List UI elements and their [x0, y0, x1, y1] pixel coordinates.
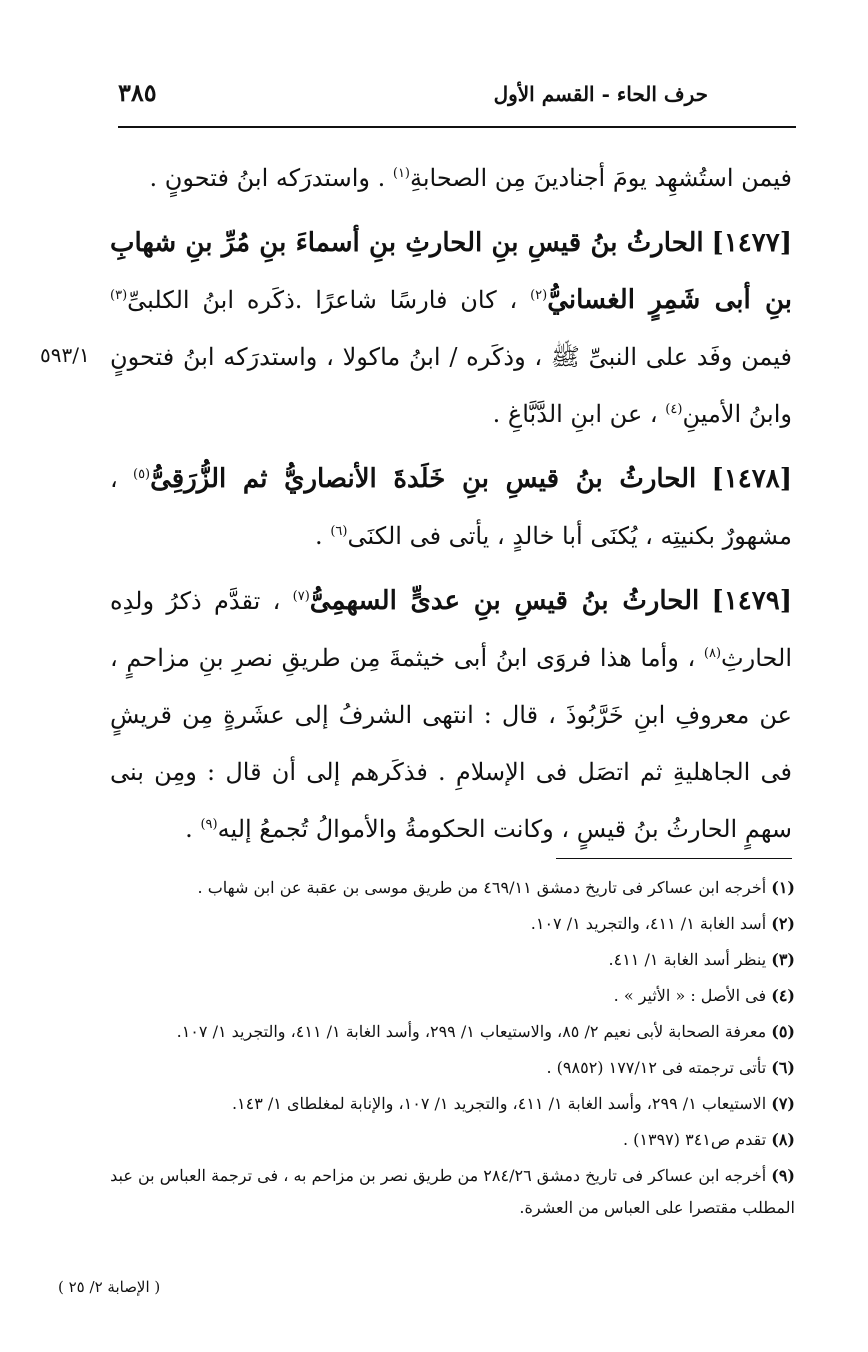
footnote-number: (٦) [771, 1058, 795, 1077]
footnote-number: (١) [771, 878, 795, 897]
footnote [100, 908, 795, 940]
footnote [100, 944, 795, 976]
footnote-ref: (٥) [132, 467, 151, 482]
footnote-ref: (٦) [330, 524, 348, 539]
main-text [110, 150, 792, 858]
footnote-number: (٧) [771, 1094, 795, 1113]
page-number: ٣٨٥ [118, 78, 157, 107]
entry-text: ، تقدَّم ذكرُ ولدِه الحارثِ [110, 587, 792, 672]
footnote-ref: (٣) [110, 288, 128, 303]
header-rule [118, 126, 796, 128]
footnote-text: فى الأصل : « الأثير » . [613, 986, 767, 1005]
footnote-number: (٩) [771, 1166, 795, 1185]
entry-name: الحارثُ بنُ قيسِ بنِ عدىٍّ السهمِىُّ [309, 586, 700, 616]
footnote-number: (٢) [771, 914, 795, 933]
footnote-text: الاستيعاب ١/ ٢٩٩، وأسد الغابة ١/ ٤١١، والتجريد ١/ ١٠٧، والإنابة لمغلطاى ١/ ١٤٣. [231, 1094, 767, 1113]
footnote-text: تأتى ترجمته فى ١٧٧/١٢ (٩٨٥٢) . [546, 1058, 767, 1077]
footnote-rule [556, 858, 792, 859]
footnote-text: أسد الغابة ١/ ٤١١، والتجريد ١/ ١٠٧. [530, 914, 767, 933]
entry-1479 [110, 573, 792, 858]
entry-number: [١٤٧٨] [711, 464, 792, 494]
intro-text: فيمن استُشهِد يومَ أجنادينَ مِن الصحابةِ [410, 164, 792, 192]
footnote-number: (٥) [771, 1022, 795, 1041]
running-head: حرف الحاء - القسم الأول [493, 82, 708, 106]
footnotes [100, 872, 795, 1228]
intro-paragraph [110, 150, 792, 207]
entry-text: ، وأما هذا فروَى ابنُ أبى خيثمةَ مِن طريقِ نصرِ بنِ مزاحمٍ ، عن معروفِ ابنِ خَرَّبُوذَ ، قال : انتهى الشرفُ إلى عشَرةٍ مِن قريشٍ فى الجاهليةِ ثم اتصَل فى الإسلامِ . فذكَرهم إلى أن قال : ومِن بنى سهمٍ الحارثُ بنُ قيسٍ ، وكانت الحكومةُ والأموالُ تُجمعُ إليه [110, 644, 792, 843]
footnote-text: معرفة الصحابة لأبى نعيم ٢/ ٨٥، والاستيعاب ١/ ٢٩٩، وأسد الغابة ١/ ٤١١، والتجريد ١/ ١٠٧. [176, 1022, 767, 1041]
footnote-ref: (٩) [200, 817, 218, 832]
footnote-text: أخرجه ابن عساكر فى تاريخ دمشق ٢٨٤/٢٦ من طريق نصر بن مزاحم به ، فى ترجمة العباس بن عبد المطلب مقتصرا على العباس من العشرة. [110, 1166, 795, 1217]
footnote-ref: (٤) [665, 402, 683, 417]
footnote [100, 1088, 795, 1120]
footnote-ref: (٢) [530, 288, 548, 303]
margin-reference: ٥٩٣/١ [40, 343, 90, 367]
entry-number: [١٤٧٧] [711, 228, 792, 258]
footnote-ref: (٧) [292, 589, 310, 604]
entry-1478 [110, 451, 792, 565]
entry-text: . [185, 815, 193, 843]
entry-text: . [315, 522, 323, 550]
entry-text: ، عن ابنِ الدَّبَّاغِ . [492, 400, 658, 428]
entry-name: الحارثُ بنُ قيسِ بنِ الحارثِ بنِ أسماءَ بنِ مُرِّ بنِ شهابِ بنِ أبى شَمِرٍ الغسانيُّ [110, 228, 792, 315]
intro-text-end: . واستدرَكه ابنُ فتحونٍ . [149, 164, 386, 192]
entry-text: ، كان فارسًا شاعرًا .ذكَره ابنُ الكلبىِّ [127, 286, 518, 314]
footnote [100, 1016, 795, 1048]
footnote [100, 1052, 795, 1084]
footnote [100, 1124, 795, 1156]
footnote-text: تقدم ص٣٤١ (١٣٩٧) . [622, 1130, 767, 1149]
entry-name: الحارثُ بنُ قيسِ بنِ خَلَدةَ الأنصاريُّ ثم الزُّرَقِىُّ [150, 464, 697, 494]
footnote [100, 980, 795, 1012]
signature-mark: ( الإصابة ٢/ ٢٥ ) [58, 1278, 161, 1296]
entry-text: ، مشهورٌ بكنيتِه ، يُكنَى أبا خالدٍ ، يأتى فى الكنَى [110, 465, 792, 550]
footnote-text: أخرجه ابن عساكر فى تاريخ دمشق ٤٦٩/١١ من طريق موسى بن عقبة عن ابن شهاب . [197, 878, 767, 897]
entry-1477 [110, 215, 792, 443]
entry-number: [١٤٧٩] [711, 586, 792, 616]
footnote-number: (٤) [771, 986, 795, 1005]
entry-text: فيمن وفَد على النبىِّ ﷺ ، وذكَره / ابنُ ماكولا ، واستدرَكه ابنُ فتحونٍ وابنُ الأمينِ [110, 343, 792, 428]
footnote [100, 872, 795, 904]
footnote [100, 1160, 795, 1224]
footnote-number: (٣) [771, 950, 795, 969]
footnote-text: ينظر أسد الغابة ١/ ٤١١. [608, 950, 767, 969]
footnote-number: (٨) [771, 1130, 795, 1149]
footnote-ref: (٨) [703, 646, 722, 661]
footnote-ref: (١) [392, 166, 410, 181]
